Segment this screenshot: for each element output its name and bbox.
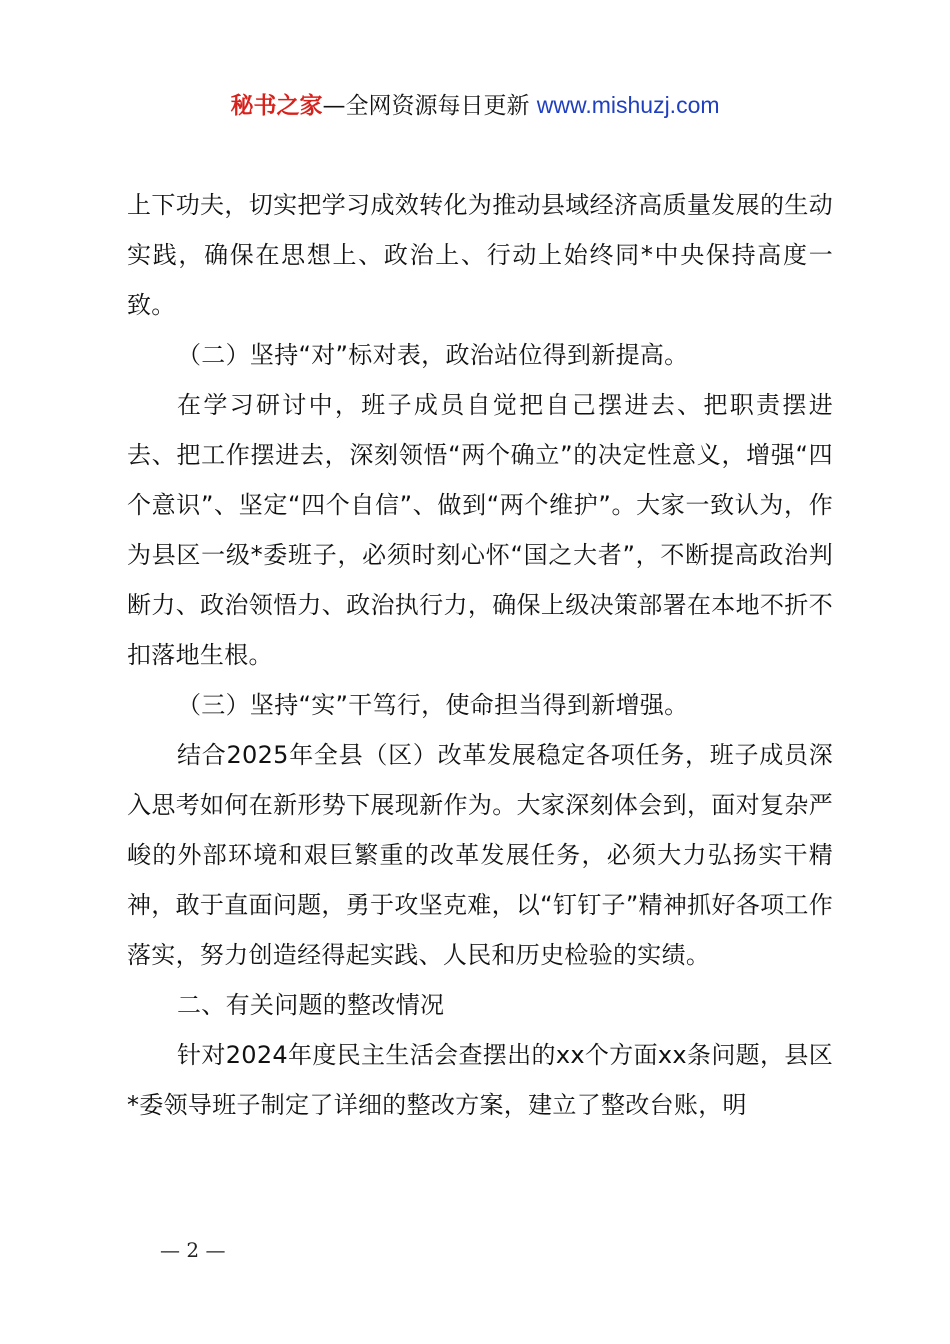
page-number: — 2 — xyxy=(160,1238,226,1262)
paragraph: 针对2024年度民主生活会查摆出的xx个方面xx条问题，县区*委领导班子制定了详细的整改方案，建立了整改台账，明 xyxy=(127,1041,833,1119)
site-watermark-header xyxy=(0,88,950,123)
paragraph: 结合2025年全县（区）改革发展稳定各项任务，班子成员深入思考如何在新形势下展现新作为。大家深刻体会到，面对复杂严峻的外部环境和艰巨繁重的改革发展任务，必须大力弘扬实干精神，敢于直面问题，勇于攻坚克难，以“钉钉子”精神抓好各项工作落实，努力创造经得起实践、人民和历史检验的实绩。 xyxy=(127,741,833,969)
section-heading-3: （三）坚持“实”干笃行，使命担当得到新增强。 xyxy=(177,691,689,719)
header-slogan: 全网资源每日更新 xyxy=(345,93,537,119)
section-heading-2: （二）坚持“对”标对表，政治站位得到新提高。 xyxy=(177,341,689,369)
document-body xyxy=(127,180,833,1130)
site-url-link[interactable]: www.mishuzj.com xyxy=(536,92,720,118)
paragraph-continuation: 上下功夫，切实把学习成效转化为推动县域经济高质量发展的生动实践，确保在思想上、政治上、行动上始终同*中央保持高度一致。 xyxy=(127,191,833,319)
chapter-heading-2: 二、有关问题的整改情况 xyxy=(177,991,445,1019)
paragraph: 在学习研讨中，班子成员自觉把自己摆进去、把职责摆进去、把工作摆进去，深刻领悟“两个确立”的决定性意义，增强“四个意识”、坚定“四个自信”、做到“两个维护”。大家一致认为，作为县区一级*委班子，必须时刻心怀“国之大者”，不断提高政治判断力、政治领悟力、政治执行力，确保上级决策部署在本地不折不扣落地生根。 xyxy=(127,391,833,669)
brand-name: 秘书之家 xyxy=(230,93,323,119)
header-separator: — xyxy=(322,93,346,119)
